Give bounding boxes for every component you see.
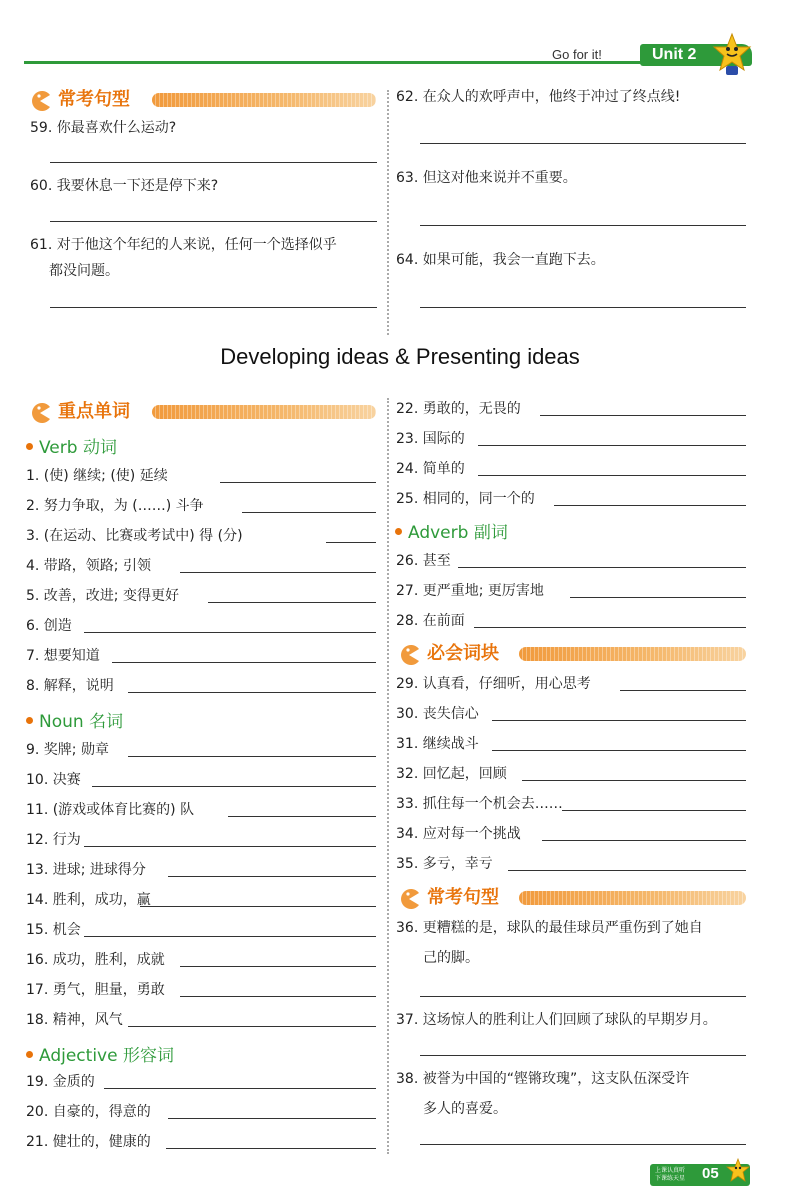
item-label: 25. 相同的，同一个的 (396, 491, 535, 507)
vocab-item-10 (26, 770, 376, 790)
question-60: 60. 我要休息一下还是停下来? (30, 178, 219, 194)
section-header-must-know-phrases: 必会词块 (397, 642, 746, 666)
phrase-item-34 (396, 824, 746, 844)
answer-blank[interactable] (508, 870, 746, 871)
answer-line-36[interactable] (420, 996, 746, 997)
subhead-noun: Noun 名词 (26, 707, 123, 732)
bullet-dot-icon (26, 443, 33, 450)
question-37: 37. 这场惊人的胜利让人们回顾了球队的早期岁月。 (396, 1012, 717, 1028)
vocab-item-2 (26, 496, 376, 516)
header-unit-badge: Unit 2 (640, 44, 752, 66)
header-go-for-it: Go for it! (552, 47, 602, 62)
section-header-bar (519, 647, 746, 661)
item-label: 21. 健壮的，健康的 (26, 1134, 151, 1150)
vocab-item-15 (26, 920, 376, 940)
answer-blank[interactable] (478, 445, 746, 446)
answer-blank[interactable] (540, 415, 746, 416)
vocab-item-13 (26, 860, 376, 880)
item-label: 34. 应对每一个挑战 (396, 826, 521, 842)
item-label: 11. (游戏或体育比赛的) 队 (26, 802, 195, 818)
answer-blank[interactable] (128, 756, 376, 757)
answer-blank[interactable] (84, 846, 376, 847)
answer-line-61[interactable] (50, 307, 377, 308)
answer-line-64[interactable] (420, 307, 746, 308)
vocab-item-22 (396, 399, 746, 419)
section-header-bar (152, 93, 376, 107)
item-label: 22. 勇敢的，无畏的 (396, 401, 521, 417)
page-number: 05 (702, 1165, 719, 1182)
item-label: 15. 机会 (26, 922, 81, 938)
item-label: 28. 在前面 (396, 613, 465, 629)
question-63: 63. 但这对他来说并不重要。 (396, 170, 577, 186)
pacman-icon (397, 888, 421, 910)
answer-blank[interactable] (522, 780, 746, 781)
answer-blank[interactable] (208, 602, 376, 603)
vocab-item-11 (26, 800, 376, 820)
answer-blank[interactable] (474, 627, 746, 628)
vocab-item-28 (396, 611, 746, 631)
item-label: 4. 带路，领路; 引领 (26, 558, 151, 574)
phrase-item-32 (396, 764, 746, 784)
phrase-item-31 (396, 734, 746, 754)
subhead-adverb: Adverb 副词 (395, 518, 508, 543)
item-label: 12. 行为 (26, 832, 81, 848)
answer-blank[interactable] (166, 1148, 376, 1149)
answer-blank[interactable] (112, 662, 376, 663)
vocab-item-5 (26, 586, 376, 606)
section-header-bar (519, 891, 746, 905)
item-label: 32. 回忆起，回顾 (396, 766, 507, 782)
vocab-item-20 (26, 1102, 376, 1122)
answer-blank[interactable] (620, 690, 746, 691)
answer-blank[interactable] (478, 475, 746, 476)
question-36: 36. 更糟糕的是，球队的最佳球员严重伤到了她自 己的脚。 (396, 920, 703, 966)
pacman-icon (28, 402, 52, 424)
item-label: 14. 胜利，成功，赢 (26, 892, 151, 908)
answer-blank[interactable] (554, 505, 746, 506)
question-61: 61. 对于他这个年纪的人来说，任何一个选择似乎 都没问题。 (30, 237, 337, 279)
answer-blank[interactable] (492, 750, 746, 751)
answer-blank[interactable] (168, 876, 376, 877)
vocab-item-23 (396, 429, 746, 449)
item-label: 26. 甚至 (396, 553, 451, 569)
answer-line-60[interactable] (50, 221, 377, 222)
answer-blank[interactable] (570, 597, 746, 598)
section-header-bar (152, 405, 376, 419)
answer-blank[interactable] (168, 1118, 376, 1119)
item-label: 9. 奖牌; 勋章 (26, 742, 109, 758)
header-rule (24, 61, 644, 64)
answer-blank[interactable] (180, 996, 376, 997)
answer-line-37[interactable] (420, 1055, 746, 1056)
star-mascot-icon (712, 32, 752, 78)
vocab-item-19 (26, 1072, 376, 1092)
vocab-item-12 (26, 830, 376, 850)
item-label: 1. (使) 继续; (使) 延续 (26, 468, 168, 484)
item-label: 8. 解释，说明 (26, 678, 114, 694)
answer-line-38[interactable] (420, 1144, 746, 1145)
answer-blank[interactable] (92, 786, 376, 787)
answer-blank[interactable] (84, 632, 376, 633)
answer-blank[interactable] (492, 720, 746, 721)
item-label: 31. 继续战斗 (396, 736, 479, 752)
item-label: 5. 改善，改进; 变得更好 (26, 588, 179, 604)
column-divider-bottom (387, 398, 389, 1154)
question-64: 64. 如果可能，我会一直跑下去。 (396, 252, 605, 268)
answer-blank[interactable] (220, 482, 376, 483)
question-59: 59. 你最喜欢什么运动? (30, 120, 177, 136)
item-label: 35. 多亏，幸亏 (396, 856, 493, 872)
vocab-item-1 (26, 466, 376, 486)
phrase-item-29 (396, 674, 746, 694)
answer-blank[interactable] (140, 906, 376, 907)
page-title: Developing ideas & Presenting ideas (220, 344, 580, 369)
vocab-item-26 (396, 551, 746, 571)
phrase-item-35 (396, 854, 746, 874)
phrase-item-30 (396, 704, 746, 724)
item-label: 27. 更严重地; 更厉害地 (396, 583, 544, 599)
item-label: 6. 创造 (26, 618, 72, 634)
vocab-item-6 (26, 616, 376, 636)
item-label: 29. 认真看，仔细听，用心思考 (396, 676, 591, 692)
vocab-item-24 (396, 459, 746, 479)
item-label: 20. 自豪的，得意的 (26, 1104, 151, 1120)
subhead-adjective: Adjective 形容词 (26, 1041, 174, 1066)
item-label: 16. 成功，胜利，成就 (26, 952, 165, 968)
vocab-item-8 (26, 676, 376, 696)
item-label: 13. 进球; 进球得分 (26, 862, 146, 878)
column-divider-top (387, 90, 389, 335)
item-label: 30. 丧失信心 (396, 706, 479, 722)
vocab-item-14 (26, 890, 376, 910)
answer-blank[interactable] (562, 810, 746, 811)
phrase-item-33 (396, 794, 746, 814)
bullet-dot-icon (395, 528, 402, 535)
answer-blank[interactable] (128, 1026, 376, 1027)
answer-blank[interactable] (104, 1088, 376, 1089)
item-label: 24. 简单的 (396, 461, 465, 477)
vocab-item-25 (396, 489, 746, 509)
item-label: 19. 金质的 (26, 1074, 95, 1090)
vocab-item-9 (26, 740, 376, 760)
vocab-item-27 (396, 581, 746, 601)
answer-line-59[interactable] (50, 162, 377, 163)
item-label: 23. 国际的 (396, 431, 465, 447)
answer-blank[interactable] (180, 966, 376, 967)
star-mascot-icon (726, 1158, 750, 1186)
answer-blank[interactable] (242, 512, 376, 513)
question-62: 62. 在众人的欢呼声中，他终于冲过了终点线! (396, 89, 681, 105)
answer-blank[interactable] (180, 572, 376, 573)
vocab-item-21 (26, 1132, 376, 1152)
section-header-key-sentences: 常考句型 (397, 886, 746, 910)
answer-blank[interactable] (458, 567, 746, 568)
item-label: 3. (在运动、比赛或考试中) 得 (分) (26, 528, 243, 544)
item-label: 17. 勇气，胆量，勇敢 (26, 982, 165, 998)
answer-blank[interactable] (228, 816, 376, 817)
pacman-icon (397, 644, 421, 666)
vocab-item-18 (26, 1010, 376, 1030)
answer-line-62[interactable] (420, 143, 746, 144)
section-header-key-words: 重点单词 (28, 400, 376, 424)
item-label: 7. 想要知道 (26, 648, 100, 664)
answer-line-63[interactable] (420, 225, 746, 226)
answer-blank[interactable] (326, 542, 376, 543)
answer-blank[interactable] (128, 692, 376, 693)
bullet-dot-icon (26, 717, 33, 724)
item-label: 33. 抓住每一个机会去…… (396, 796, 563, 812)
subhead-verb: Verb 动词 (26, 433, 117, 458)
item-label: 10. 决赛 (26, 772, 81, 788)
vocab-item-7 (26, 646, 376, 666)
item-label: 2. 努力争取，为 (……) 斗争 (26, 498, 204, 514)
section-header-key-sentences-top: 常考句型 (28, 88, 376, 112)
vocab-item-17 (26, 980, 376, 1000)
vocab-item-16 (26, 950, 376, 970)
answer-blank[interactable] (84, 936, 376, 937)
footer-slogan: 上课认真听 下课练天星 (655, 1167, 686, 1182)
vocab-item-3 (26, 526, 376, 546)
vocab-item-4 (26, 556, 376, 576)
bullet-dot-icon (26, 1051, 33, 1058)
pacman-icon (28, 90, 52, 112)
question-38: 38. 被誉为中国的“铿锵玫瑰”，这支队伍深受许 多人的喜爱。 (396, 1071, 690, 1117)
item-label: 18. 精神，风气 (26, 1012, 123, 1028)
answer-blank[interactable] (542, 840, 746, 841)
